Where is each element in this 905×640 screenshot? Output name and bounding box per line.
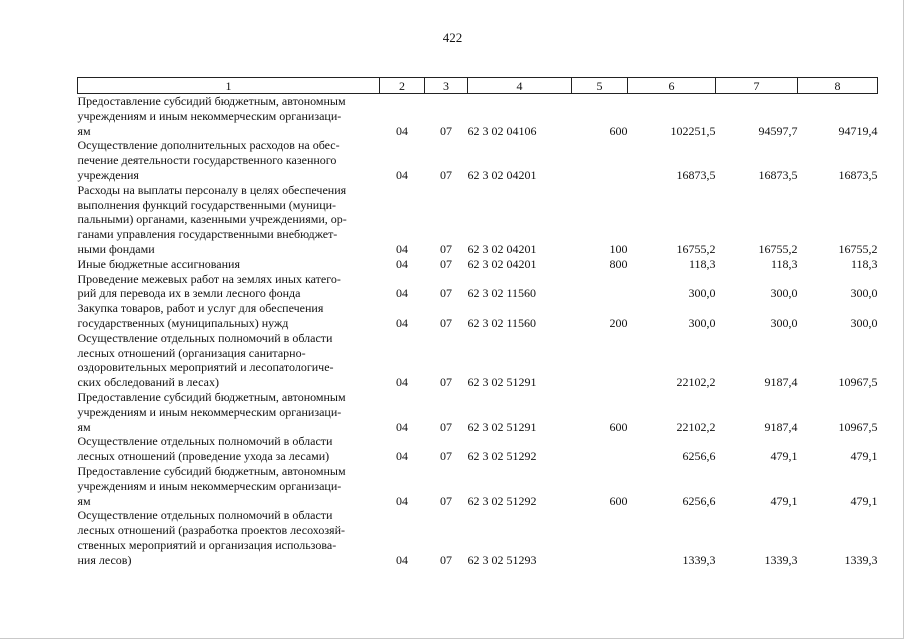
table-row	[78, 390, 878, 434]
cell-c5: 600	[609, 419, 628, 434]
cell-c3: 07	[440, 419, 452, 434]
table-row	[78, 94, 878, 139]
cell-c5	[572, 434, 628, 464]
table-row	[78, 301, 878, 331]
cell-c6: 16873,5	[676, 167, 716, 182]
cell-c5	[572, 508, 628, 567]
cell-c5: 600	[609, 493, 628, 508]
header-cell: 2	[380, 78, 425, 94]
cell-c5: 100	[609, 241, 628, 256]
cell-c7: 16755,2	[758, 241, 798, 256]
cell-c4: 62 3 02 11560	[467, 315, 537, 330]
cell-c8: 1339,3	[844, 552, 878, 567]
cell-c7: 9187,4	[764, 375, 798, 390]
description-line: Осуществление дополнительных расходов на обес-	[77, 138, 340, 153]
row-description	[78, 301, 380, 331]
header-cell: 7	[716, 78, 798, 94]
cell-c6: 1339,3	[682, 552, 716, 567]
description-line: Предоставление субсидий бюджетным, автономным	[77, 389, 346, 404]
cell-c2: 04	[396, 419, 408, 434]
cell-c4: 62 3 02 51291	[467, 419, 537, 434]
cell-c3: 07	[440, 315, 452, 330]
row-description	[78, 183, 380, 257]
description-line: ям	[77, 123, 91, 138]
cell-c6: 22102,2	[676, 375, 716, 390]
row-description	[78, 508, 380, 567]
description-line: Предоставление субсидий бюджетным, автономным	[77, 463, 346, 478]
cell-c4: 62 3 02 51291	[467, 375, 537, 390]
cell-c4: 62 3 02 11560	[467, 286, 537, 301]
cell-c2: 04	[396, 315, 408, 330]
cell-c8: 16873,5	[838, 167, 878, 182]
cell-c8: 10967,5	[838, 375, 878, 390]
cell-c5: 600	[609, 123, 628, 138]
description-line: рий для перевода их в земли лесного фонда	[77, 286, 301, 301]
row-description	[78, 138, 380, 182]
cell-c2: 04	[396, 167, 408, 182]
cell-c4: 62 3 02 51292	[467, 449, 537, 464]
description-line: ям	[77, 419, 91, 434]
header-row	[78, 78, 878, 94]
table-body	[78, 94, 878, 568]
cell-c3: 07	[440, 123, 452, 138]
cell-c8: 300,0	[850, 286, 878, 301]
description-line: ских обследований в лесах)	[77, 375, 219, 390]
cell-c2: 04	[396, 493, 408, 508]
cell-c4: 62 3 02 04201	[467, 256, 537, 271]
cell-c3: 07	[440, 449, 452, 464]
description-line: Осуществление отдельных полномочий в области	[77, 434, 333, 449]
description-line: пальными) органами, казенными учреждениями, ор-	[77, 212, 347, 227]
cell-c5	[572, 331, 628, 390]
cell-c7: 1339,3	[764, 552, 798, 567]
cell-c2: 04	[396, 449, 408, 464]
cell-c4: 62 3 02 04201	[467, 167, 537, 182]
row-description	[78, 434, 380, 464]
budget-table	[77, 77, 878, 568]
table-row	[78, 508, 878, 567]
row-description	[78, 331, 380, 390]
cell-c3: 07	[440, 493, 452, 508]
cell-c7: 9187,4	[764, 419, 798, 434]
description-line: лесных отношений (проведение ухода за лесами)	[77, 449, 330, 464]
cell-c3: 07	[440, 375, 452, 390]
header-cell: 3	[425, 78, 468, 94]
cell-c8: 479,1	[850, 449, 878, 464]
header-cell: 4	[468, 78, 572, 94]
description-line: учреждениям и иным некоммерческим организаци-	[77, 404, 342, 419]
cell-c6: 16755,2	[676, 241, 716, 256]
cell-c7: 118,3	[770, 256, 798, 271]
description-line: Осуществление отдельных полномочий в области	[77, 330, 333, 345]
cell-c2: 04	[396, 375, 408, 390]
cell-c6: 6256,6	[682, 449, 716, 464]
cell-c4: 62 3 02 51292	[467, 493, 537, 508]
cell-c7: 300,0	[770, 286, 798, 301]
cell-c6: 300,0	[688, 286, 716, 301]
cell-c8: 300,0	[850, 315, 878, 330]
description-line: Осуществление отдельных полномочий в области	[77, 508, 333, 523]
cell-c8: 10967,5	[838, 419, 878, 434]
description-line: лесных отношений (разработка проектов лесохозяй-	[77, 523, 345, 538]
cell-c3: 07	[440, 286, 452, 301]
cell-c8: 118,3	[850, 256, 878, 271]
cell-c6: 22102,2	[676, 419, 716, 434]
description-line: выполнения функций государственными (муници-	[77, 197, 337, 212]
cell-c5	[572, 138, 628, 182]
description-line: Иные бюджетные ассигнования	[77, 256, 240, 271]
cell-c5	[572, 272, 628, 302]
cell-c7: 300,0	[770, 315, 798, 330]
table-row	[78, 183, 878, 257]
table-row	[78, 464, 878, 508]
description-line: Закупка товаров, работ и услуг для обеспечения	[77, 301, 324, 316]
cell-c3: 07	[440, 552, 452, 567]
row-description	[78, 94, 380, 139]
description-line: ям	[77, 493, 91, 508]
cell-c2: 04	[396, 241, 408, 256]
cell-c7: 16873,5	[758, 167, 798, 182]
description-line: оздоровительных мероприятий и лесопатологиче-	[77, 360, 334, 375]
cell-c8: 94719,4	[838, 123, 878, 138]
header-cell: 6	[628, 78, 716, 94]
header-cell: 5	[572, 78, 628, 94]
cell-c8: 479,1	[850, 493, 878, 508]
cell-c7: 479,1	[770, 493, 798, 508]
header-cell: 1	[78, 78, 380, 94]
description-line: Предоставление субсидий бюджетным, автономным	[77, 94, 346, 108]
cell-c7: 479,1	[770, 449, 798, 464]
description-line: лесных отношений (организация санитарно-	[77, 345, 306, 360]
table-row	[78, 434, 878, 464]
cell-c6: 102251,5	[670, 123, 716, 138]
cell-c3: 07	[440, 167, 452, 182]
cell-c7: 94597,7	[758, 123, 798, 138]
table-row	[78, 272, 878, 302]
row-description	[78, 257, 380, 272]
cell-c6: 118,3	[688, 256, 716, 271]
cell-c2: 04	[396, 286, 408, 301]
cell-c2: 04	[396, 552, 408, 567]
description-line: ганами управления государственными внебюджет-	[77, 227, 338, 242]
cell-c8: 16755,2	[838, 241, 878, 256]
table-row	[78, 331, 878, 390]
description-line: печение деятельности государственного казенного	[77, 153, 337, 168]
cell-c5: 200	[609, 315, 628, 330]
cell-c5: 800	[609, 256, 628, 271]
row-description	[78, 390, 380, 434]
table-row	[78, 257, 878, 272]
cell-c4: 62 3 02 04201	[467, 241, 537, 256]
cell-c2: 04	[396, 123, 408, 138]
description-line: Расходы на выплаты персоналу в целях обеспечения	[77, 182, 347, 197]
description-line: учреждениям и иным некоммерческим организаци-	[77, 108, 342, 123]
cell-c3: 07	[440, 256, 452, 271]
description-line: учреждениям и иным некоммерческим организаци-	[77, 478, 342, 493]
cell-c4: 62 3 02 51293	[467, 552, 537, 567]
cell-c3: 07	[440, 241, 452, 256]
row-description	[78, 464, 380, 508]
page-number: 422	[442, 30, 463, 45]
description-line: учреждения	[77, 167, 139, 182]
description-line: ния лесов)	[77, 552, 132, 567]
description-line: государственных (муниципальных) нужд	[77, 315, 289, 330]
cell-c2: 04	[396, 256, 408, 271]
cell-c6: 300,0	[688, 315, 716, 330]
cell-c4: 62 3 02 04106	[467, 123, 537, 138]
header-cell: 8	[798, 78, 878, 94]
description-line: Проведение межевых работ на землях иных катего-	[77, 271, 341, 286]
description-line: ственных мероприятий и организация использова-	[77, 537, 337, 552]
table-row	[78, 138, 878, 182]
cell-c6: 6256,6	[682, 493, 716, 508]
description-line: ными фондами	[77, 241, 155, 256]
row-description	[78, 272, 380, 302]
